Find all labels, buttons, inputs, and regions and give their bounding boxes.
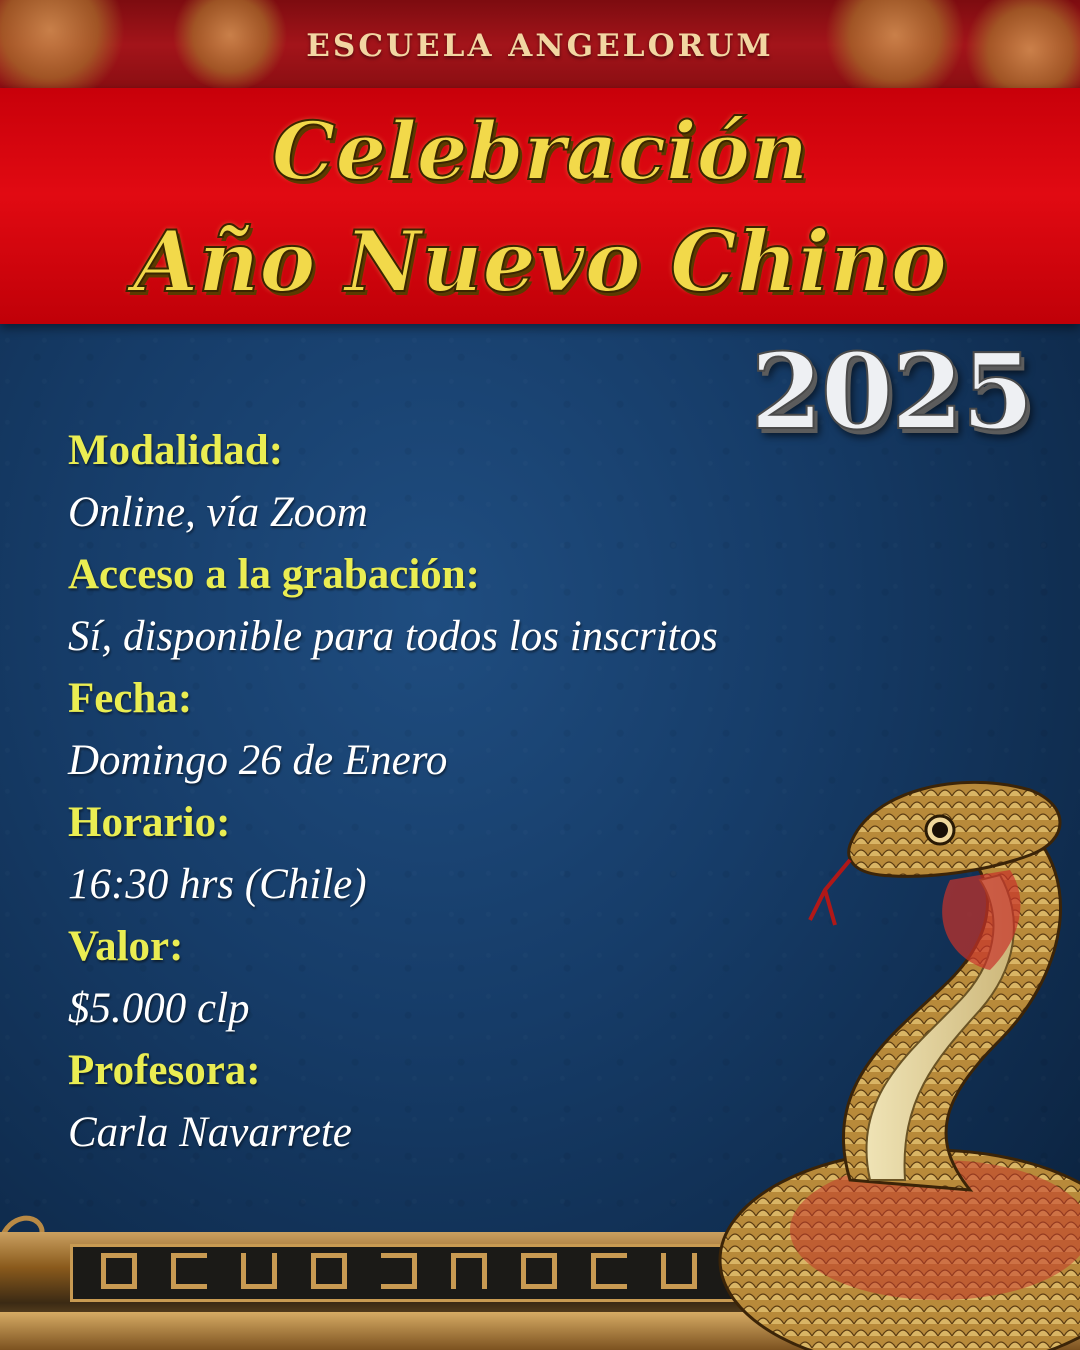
detail-value-horario: 16:30 hrs (Chile)	[68, 861, 367, 908]
year-badge: 2025	[750, 330, 1032, 453]
detail-value-valor: $5.000 clp	[68, 985, 250, 1032]
detail-label-grabacion: Acceso a la grabación:	[68, 551, 481, 598]
detail-value-profesora: Carla Navarrete	[68, 1109, 352, 1156]
snake-illustration-icon	[700, 760, 1080, 1350]
detail-label-profesora: Profesora:	[68, 1047, 261, 1094]
detail-label-horario: Horario:	[68, 799, 231, 846]
title-line-2: Año Nuevo Chino	[133, 212, 947, 311]
fret-glyph-icon	[521, 1253, 557, 1289]
fret-glyph-icon	[241, 1253, 277, 1289]
school-name: ESCUELA ANGELORUM	[306, 28, 774, 64]
fret-glyph-icon	[451, 1253, 487, 1289]
fret-glyph-icon	[661, 1253, 697, 1289]
detail-label-modalidad: Modalidad:	[68, 427, 284, 474]
fret-glyph-icon	[311, 1253, 347, 1289]
fret-glyph-icon	[381, 1253, 417, 1289]
detail-value-modalidad: Online, vía Zoom	[68, 489, 368, 536]
detail-value-grabacion: Sí, disponible para todos los inscritos	[68, 613, 718, 660]
fret-glyph-icon	[591, 1253, 627, 1289]
title-line-1: Celebración	[271, 104, 809, 198]
fret-glyph-icon	[101, 1253, 137, 1289]
top-ornamental-band	[0, 0, 1080, 90]
detail-value-fecha: Domingo 26 de Enero	[68, 737, 448, 784]
detail-label-valor: Valor:	[68, 923, 184, 970]
fret-glyph-icon	[171, 1253, 207, 1289]
detail-label-fecha: Fecha:	[68, 675, 193, 722]
